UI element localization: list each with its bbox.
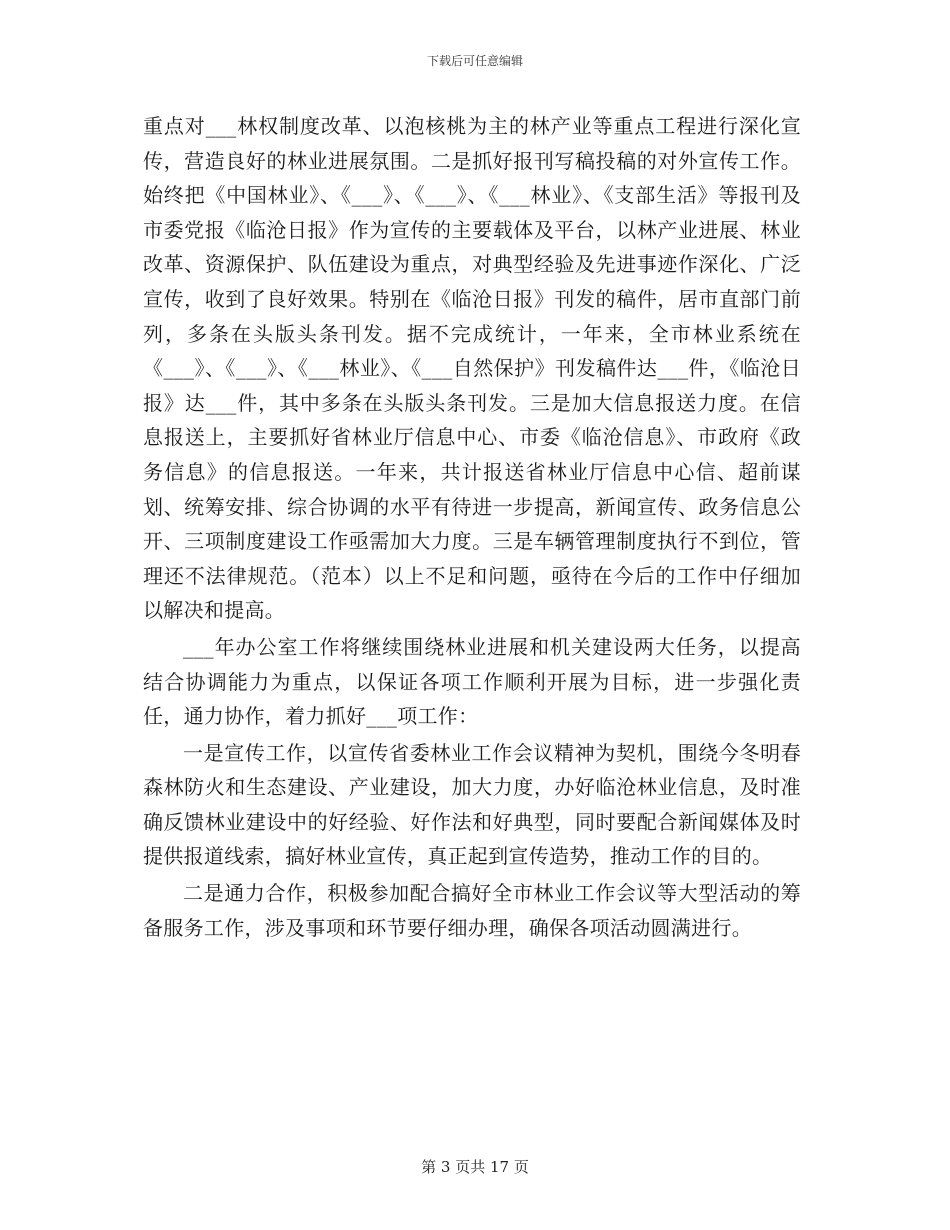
body-paragraph-4: 二是通力合作，积极参加配合搞好全市林业工作会议等大型活动的筹备服务工作，涉及事项和环节要仔细办理，确保各项活动圆满进行。: [143, 881, 801, 940]
body-paragraph-2: ___年办公室工作将继续围绕林业进展和机关建设两大任务，以提高结合协调能力为重点，以保证各项工作顺利开展为目标，进一步强化责任，通力协作，着力抓好___项工作：: [143, 634, 801, 729]
body-paragraph-1: 重点对___林权制度改革、以泡核桃为主的林产业等重点工程进行深化宣传，营造良好的林业进展氛围。二是抓好报刊写稿投稿的对外宣传工作。始终把《中国林业》、《___》、《___》、《___林业》、《支部生活》等报刊及市委党报《临沧日报》作为宣传的主要载体及平台，以林产业进展、林业改革、资源保护、队伍建设为重点，对典型经验及先进事迹作深化、广泛宣传，收到了良好效果。特别在《临沧日报》刊发的稿件，居市直部门前列，多条在头版头条刊发。据不完成统计，一年来，全市林业系统在《___》、《___》、《___林业》、《___自然保护》刊发稿件达___件，《临沧日报》达___件，其中多条在头版头条刊发。三是加大信息报送力度。在信息报送上，主要抓好省林业厅信息中心、市委《临沧信息》、市政府《政务信息》的信息报送。一年来，共计报送省林业厅信息中心信、超前谋划、统筹安排、综合协调的水平有待进一步提高，新闻宣传、政务信息公开、三项制度建设工作亟需加大力度。三是车辆管理制度执行不到位，管理还不法律规范。（范本）以上不足和问题，亟待在今后的工作中仔细加以解决和提高。: [143, 114, 801, 623]
document-body: [143, 109, 801, 947]
body-paragraph-3: 一是宣传工作，以宣传省委林业工作会议精神为契机，围绕今冬明春森林防火和生态建设、产业建设，加大力度，办好临沧林业信息，及时准确反馈林业建设中的好经验、好作法和好典型，同时要配合新闻媒体及时提供报道线索，搞好林业宣传，真正起到宣传造势，推动工作的目的。: [143, 740, 801, 869]
page-number: 第 3 页共 17 页: [421, 1158, 529, 1176]
page-header: 下载后可任意编辑: [426, 54, 523, 68]
